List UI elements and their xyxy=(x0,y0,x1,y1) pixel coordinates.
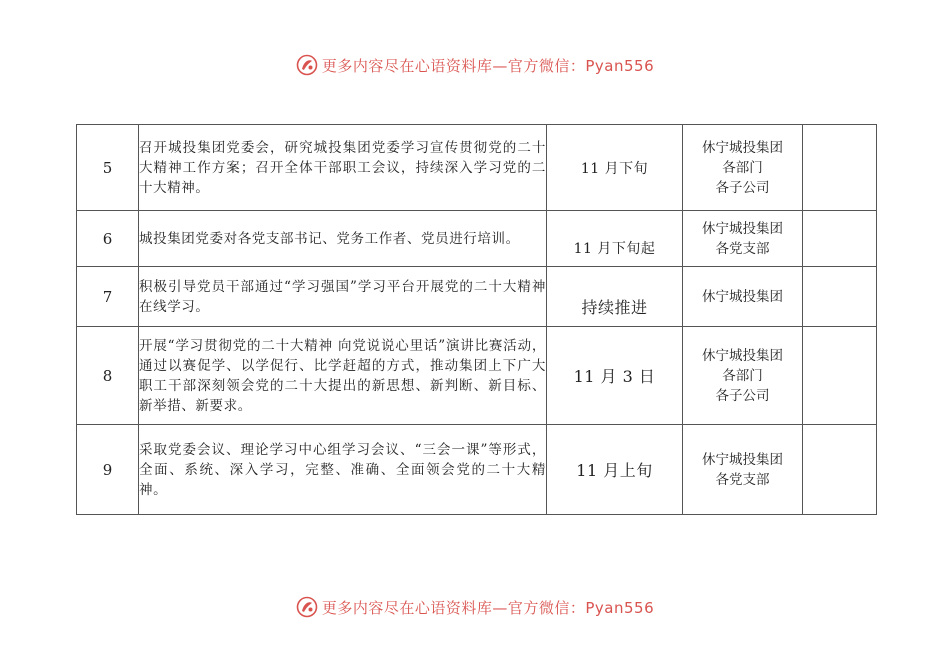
row-content: 积极引导党员干部通过“学习强国”学习平台开展党的二十大精神在线学习。 xyxy=(139,267,547,327)
table-row xyxy=(77,125,877,211)
unit-line: 各部门 xyxy=(722,367,763,384)
row-units xyxy=(683,327,803,425)
unit-line: 各子公司 xyxy=(715,179,770,196)
unit-line: 各党支部 xyxy=(715,471,770,488)
watermark-header xyxy=(0,54,950,76)
table-row xyxy=(77,211,877,267)
row-content: 开展“学习贯彻党的二十大精神 向党说说心里话”演讲比赛活动，通过以赛促学、以学促行、比学赶超的方式，推动集团上下广大职工干部深刻领会党的二十大提出的新思想、新判断、新目标、新举措、新要求。 xyxy=(139,327,547,425)
logo-icon xyxy=(296,596,318,618)
row-remark xyxy=(803,125,877,211)
unit-line: 休宁城投集团 xyxy=(702,288,783,305)
table-row xyxy=(77,267,877,327)
unit-line: 各部门 xyxy=(722,159,763,176)
row-time: 持续推进 xyxy=(547,267,683,327)
unit-line: 休宁城投集团 xyxy=(702,347,783,364)
row-time: 11 月下旬起 xyxy=(547,211,683,267)
watermark-text: 更多内容尽在心语资料库—官方微信：Pyan556 xyxy=(321,56,655,75)
row-content: 召开城投集团党委会，研究城投集团党委学习宣传贯彻党的二十大精神工作方案；召开全体干部职工会议，持续深入学习党的二十大精神。 xyxy=(139,125,547,211)
row-content: 采取党委会议、理论学习中心组学习会议、“三会一课”等形式，全面、系统、深入学习，完整、准确、全面领会党的二十大精神。 xyxy=(139,425,547,515)
row-units xyxy=(683,267,803,327)
work-plan-table xyxy=(76,124,877,515)
watermark-footer xyxy=(0,596,950,618)
logo-icon xyxy=(296,54,318,76)
row-units xyxy=(683,125,803,211)
row-remark xyxy=(803,425,877,515)
unit-line: 休宁城投集团 xyxy=(702,139,783,156)
row-time: 11 月上旬 xyxy=(547,425,683,515)
unit-line: 各党支部 xyxy=(715,240,770,257)
unit-line: 各子公司 xyxy=(715,387,770,404)
row-remark xyxy=(803,267,877,327)
table-row xyxy=(77,425,877,515)
row-units xyxy=(683,211,803,267)
watermark-text: 更多内容尽在心语资料库—官方微信：Pyan556 xyxy=(321,598,655,617)
row-time: 11 月下旬 xyxy=(547,125,683,211)
row-number: 9 xyxy=(77,425,139,515)
row-number: 5 xyxy=(77,125,139,211)
row-content: 城投集团党委对各党支部书记、党务工作者、党员进行培训。 xyxy=(139,211,547,267)
row-remark xyxy=(803,327,877,425)
row-time: 11 月 3 日 xyxy=(547,327,683,425)
row-remark xyxy=(803,211,877,267)
unit-line: 休宁城投集团 xyxy=(702,220,783,237)
table-row xyxy=(77,327,877,425)
row-number: 8 xyxy=(77,327,139,425)
row-units xyxy=(683,425,803,515)
row-number: 6 xyxy=(77,211,139,267)
row-number: 7 xyxy=(77,267,139,327)
unit-line: 休宁城投集团 xyxy=(702,451,783,468)
